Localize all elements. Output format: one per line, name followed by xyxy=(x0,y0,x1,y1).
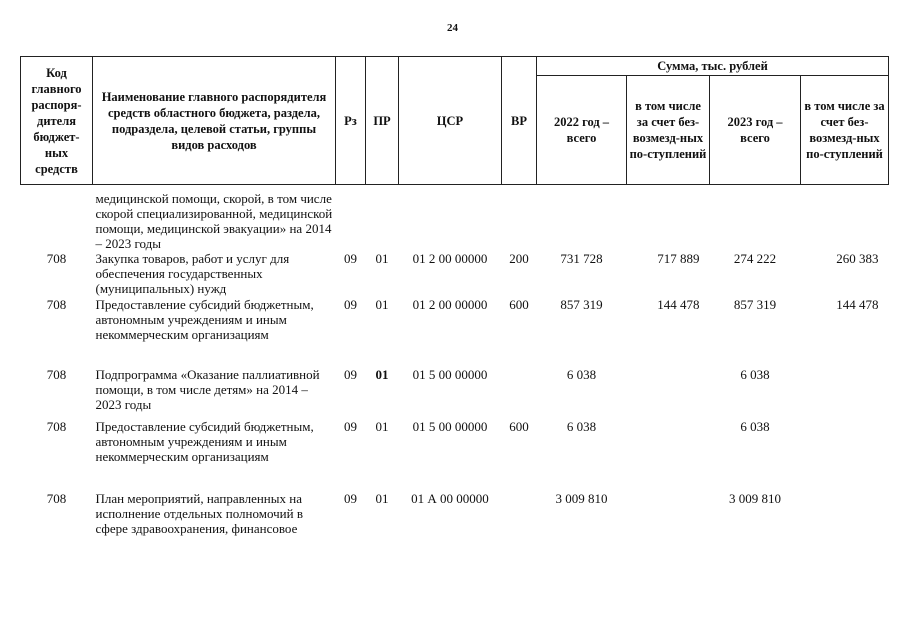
cell-2022-incl xyxy=(627,367,710,419)
header-pr: ПР xyxy=(366,57,399,185)
cell-vr: 600 xyxy=(509,419,529,434)
cell-pr: 01 xyxy=(375,251,389,266)
cell-code: 708 xyxy=(46,491,67,506)
header-csr: ЦСР xyxy=(399,57,502,185)
cell-2023-incl: 260 383 xyxy=(836,251,879,266)
cell-2023-total: 857 319 xyxy=(733,297,777,312)
cell-2022-total: 3 009 810 xyxy=(555,491,608,506)
cell-code: 708 xyxy=(46,419,67,434)
cell-name: Предоставление субсидий бюджетным, автономным учреждениям и иным некоммерческим организациям xyxy=(95,419,314,464)
continuation-row xyxy=(21,185,889,252)
cell-2022-incl xyxy=(627,491,710,557)
cell-2023-incl: 144 478 xyxy=(836,297,879,312)
cell-2023-total: 3 009 810 xyxy=(729,491,781,506)
cell-2023-total: 6 038 xyxy=(740,419,770,434)
cell-2022-incl xyxy=(627,419,710,491)
budget-table xyxy=(20,56,889,557)
cell-rz: 09 xyxy=(344,297,357,312)
cell-pr: 01 xyxy=(375,367,389,382)
header-2022-incl: в том числе за счет без-возмезд-ных по-ступлений xyxy=(627,76,710,185)
header-rz: Рз xyxy=(336,57,366,185)
continuation-text: медицинской помощи, скорой, в том числе скорой специализированной, медицинской помощи, медицинской эвакуации» на 2014 – 2023 годы xyxy=(95,191,333,251)
header-code: Код главного распоря-дителя бюджет-ных средств xyxy=(21,57,93,185)
table-row xyxy=(21,297,889,367)
cell-vr xyxy=(502,367,537,419)
cell-code: 708 xyxy=(46,297,67,312)
cell-2022-total: 731 728 xyxy=(560,251,603,266)
header-name: Наименование главного распорядителя средств областного бюджета, раздела, подраздела, целевой статьи, группы видов расходов xyxy=(93,57,336,185)
header-2023-incl: в том числе за счет без-возмезд-ных по-ступлений xyxy=(801,76,889,185)
cell-name: Закупка товаров, работ и услуг для обеспечения государственных (муниципальных) нужд xyxy=(95,251,290,296)
cell-2022-incl: 717 889 xyxy=(657,251,700,266)
cell-rz: 09 xyxy=(344,367,357,382)
cell-rz: 09 xyxy=(344,419,357,434)
cell-rz: 09 xyxy=(344,491,357,506)
table-row xyxy=(21,251,889,297)
cell-2023-total: 274 222 xyxy=(733,251,777,266)
cell-csr: 01 А 00 00000 xyxy=(411,491,489,506)
cell-code: 708 xyxy=(46,251,67,266)
header-sum: Сумма, тыс. рублей xyxy=(537,57,889,76)
table-row xyxy=(21,491,889,557)
page-number: 24 xyxy=(447,22,458,34)
table-row xyxy=(21,419,889,491)
cell-2023-incl xyxy=(801,491,889,557)
header-2022-total: 2022 год – всего xyxy=(537,76,627,185)
cell-pr: 01 xyxy=(375,297,389,312)
cell-pr: 01 xyxy=(375,491,389,506)
cell-2023-incl xyxy=(801,419,889,491)
cell-2022-incl: 144 478 xyxy=(657,297,700,312)
cell-name: Предоставление субсидий бюджетным, автономным учреждениям и иным некоммерческим организациям xyxy=(95,297,314,342)
cell-2022-total: 6 038 xyxy=(566,419,597,434)
cell-csr: 01 2 00 00000 xyxy=(412,297,488,312)
table-row xyxy=(21,367,889,419)
cell-name: Подпрограмма «Оказание паллиативной помощи, в том числе детям» на 2014 – 2023 годы xyxy=(95,367,320,412)
header-vr: ВР xyxy=(502,57,537,185)
cell-vr xyxy=(502,491,537,557)
cell-2022-total: 6 038 xyxy=(566,367,597,382)
cell-pr: 01 xyxy=(375,419,389,434)
cell-2023-total: 6 038 xyxy=(740,367,770,382)
cell-vr: 600 xyxy=(509,297,529,312)
cell-vr: 200 xyxy=(509,251,529,266)
cell-2023-incl xyxy=(801,367,889,419)
cell-code: 708 xyxy=(46,367,67,382)
cell-csr: 01 2 00 00000 xyxy=(412,251,488,266)
cell-csr: 01 5 00 00000 xyxy=(412,419,488,434)
cell-2022-total: 857 319 xyxy=(560,297,603,312)
cell-csr: 01 5 00 00000 xyxy=(412,367,488,382)
cell-name: План мероприятий, направленных на исполнение отдельных полномочий в сфере здравоохранения, финансовое xyxy=(95,491,303,536)
cell-rz: 09 xyxy=(344,251,357,266)
header-2023-total: 2023 год – всего xyxy=(710,76,801,185)
